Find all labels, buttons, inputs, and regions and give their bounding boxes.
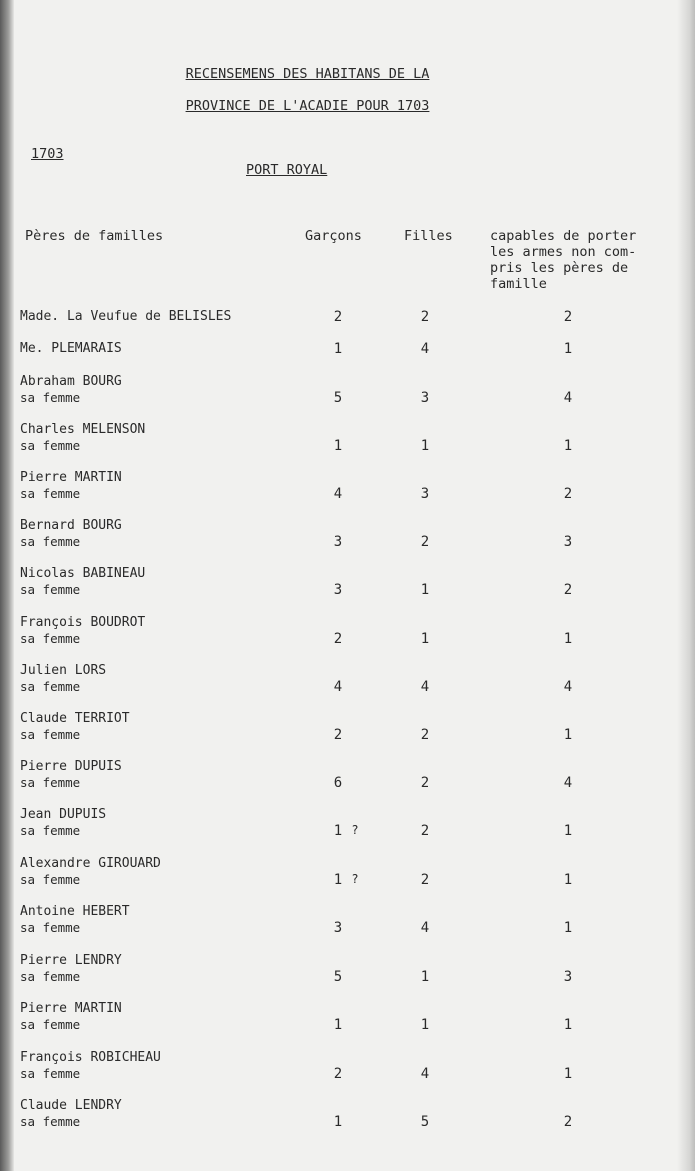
uncertain-mark: ? xyxy=(351,823,359,837)
spouse-label: sa femme xyxy=(20,1066,81,1081)
armes-count: 2 xyxy=(563,486,573,502)
family-head-name: Claude TERRIOT xyxy=(20,711,130,726)
table-row xyxy=(0,807,695,847)
spouse-label: sa femme xyxy=(20,534,81,549)
table-row xyxy=(0,663,695,703)
armes-count: 1 xyxy=(563,920,573,936)
filles-count: 2 xyxy=(420,823,430,839)
filles-count: 5 xyxy=(420,1114,430,1130)
armes-count: 1 xyxy=(563,631,573,647)
filles-count: 2 xyxy=(420,775,430,791)
garcons-count: 5 xyxy=(333,969,343,985)
uncertain-mark: ? xyxy=(351,872,359,886)
armes-count: 1 xyxy=(563,1017,573,1033)
family-head-name: Jean DUPUIS xyxy=(20,807,107,822)
filles-count: 4 xyxy=(420,1066,430,1082)
table-row xyxy=(0,904,695,944)
document-title-line-2: PROVINCE DE L'ACADIE POUR 1703 xyxy=(185,98,430,114)
garcons-count: 1 xyxy=(333,872,343,888)
garcons-count: 3 xyxy=(333,534,343,550)
table-row xyxy=(0,422,695,462)
family-head-name: Pierre MARTIN xyxy=(20,470,122,485)
document-title-line-1: RECENSEMENS DES HABITANS DE LA xyxy=(185,66,430,82)
garcons-count: 2 xyxy=(333,309,343,325)
family-head-name: Made. La Veufue de BELISLES xyxy=(20,309,232,324)
garcons-count: 1 xyxy=(333,823,343,839)
garcons-count: 1 xyxy=(333,1017,343,1033)
spouse-label: sa femme xyxy=(20,1017,81,1032)
armes-count: 2 xyxy=(563,582,573,598)
family-head-name: Pierre LENDRY xyxy=(20,953,122,968)
table-row xyxy=(0,518,695,558)
place-heading: PORT ROYAL xyxy=(246,162,328,178)
filles-count: 1 xyxy=(420,582,430,598)
family-head-name: Pierre MARTIN xyxy=(20,1001,122,1016)
table-row xyxy=(0,856,695,896)
family-head-name: Bernard BOURG xyxy=(20,518,122,533)
spouse-label: sa femme xyxy=(20,969,81,984)
family-head-name: François BOUDROT xyxy=(20,615,146,630)
spouse-label: sa femme xyxy=(20,390,81,405)
year-label: 1703 xyxy=(31,146,64,162)
garcons-count: 1 xyxy=(333,1114,343,1130)
family-head-name: Alexandre GIROUARD xyxy=(20,856,161,871)
filles-count: 2 xyxy=(420,309,430,325)
armes-count: 1 xyxy=(563,1066,573,1082)
table-row xyxy=(0,953,695,993)
family-head-name: Julien LORS xyxy=(20,663,107,678)
spouse-label: sa femme xyxy=(20,438,81,453)
filles-count: 4 xyxy=(420,920,430,936)
spouse-label: sa femme xyxy=(20,775,81,790)
spouse-label: sa femme xyxy=(20,679,81,694)
garcons-count: 5 xyxy=(333,390,343,406)
armes-count: 1 xyxy=(563,727,573,743)
spouse-label: sa femme xyxy=(20,727,81,742)
garcons-count: 6 xyxy=(333,775,343,791)
table-row xyxy=(0,1098,695,1138)
garcons-count: 3 xyxy=(333,582,343,598)
family-head-name: François ROBICHEAU xyxy=(20,1050,161,1065)
garcons-count: 2 xyxy=(333,727,343,743)
family-head-name: Claude LENDRY xyxy=(20,1098,122,1113)
family-head-name: Charles MELENSON xyxy=(20,422,146,437)
spouse-label: sa femme xyxy=(20,486,81,501)
garcons-count: 2 xyxy=(333,1066,343,1082)
family-head-name: Nicolas BABINEAU xyxy=(20,566,146,581)
filles-count: 2 xyxy=(420,534,430,550)
family-head-name: Me. PLEMARAIS xyxy=(20,341,122,356)
garcons-count: 1 xyxy=(333,438,343,454)
filles-count: 2 xyxy=(420,872,430,888)
family-head-name: Abraham BOURG xyxy=(20,374,122,389)
armes-count: 2 xyxy=(563,1114,573,1130)
table-row xyxy=(0,1001,695,1041)
filles-count: 4 xyxy=(420,679,430,695)
filles-count: 1 xyxy=(420,1017,430,1033)
family-head-name: Antoine HEBERT xyxy=(20,904,130,919)
filles-count: 1 xyxy=(420,438,430,454)
armes-count: 3 xyxy=(563,534,573,550)
column-header-peres: Pères de familles xyxy=(25,228,164,244)
armes-count: 1 xyxy=(563,823,573,839)
garcons-count: 1 xyxy=(333,341,343,357)
armes-count: 4 xyxy=(563,775,573,791)
spouse-label: sa femme xyxy=(20,823,81,838)
table-row xyxy=(0,615,695,655)
filles-count: 1 xyxy=(420,969,430,985)
garcons-count: 4 xyxy=(333,679,343,695)
spouse-label: sa femme xyxy=(20,872,81,887)
garcons-count: 2 xyxy=(333,631,343,647)
spouse-label: sa femme xyxy=(20,920,81,935)
armes-count: 1 xyxy=(563,438,573,454)
spouse-label: sa femme xyxy=(20,1114,81,1129)
family-head-name: Pierre DUPUIS xyxy=(20,759,122,774)
armes-count: 2 xyxy=(563,309,573,325)
column-header-garcons: Garçons xyxy=(305,228,362,244)
table-row xyxy=(0,566,695,606)
filles-count: 3 xyxy=(420,390,430,406)
filles-count: 2 xyxy=(420,727,430,743)
garcons-count: 4 xyxy=(333,486,343,502)
column-header-filles: Filles xyxy=(404,228,453,244)
spouse-label: sa femme xyxy=(20,631,81,646)
table-row xyxy=(0,1050,695,1090)
table-row xyxy=(0,759,695,799)
armes-count: 1 xyxy=(563,341,573,357)
column-header-armes: capables de porter les armes non com- pris les pères de famille xyxy=(490,228,637,292)
table-row xyxy=(0,374,695,414)
table-row xyxy=(0,711,695,751)
spouse-label: sa femme xyxy=(20,582,81,597)
armes-count: 4 xyxy=(563,390,573,406)
filles-count: 3 xyxy=(420,486,430,502)
armes-count: 4 xyxy=(563,679,573,695)
table-row xyxy=(0,470,695,510)
garcons-count: 3 xyxy=(333,920,343,936)
armes-count: 1 xyxy=(563,872,573,888)
filles-count: 4 xyxy=(420,341,430,357)
filles-count: 1 xyxy=(420,631,430,647)
armes-count: 3 xyxy=(563,969,573,985)
